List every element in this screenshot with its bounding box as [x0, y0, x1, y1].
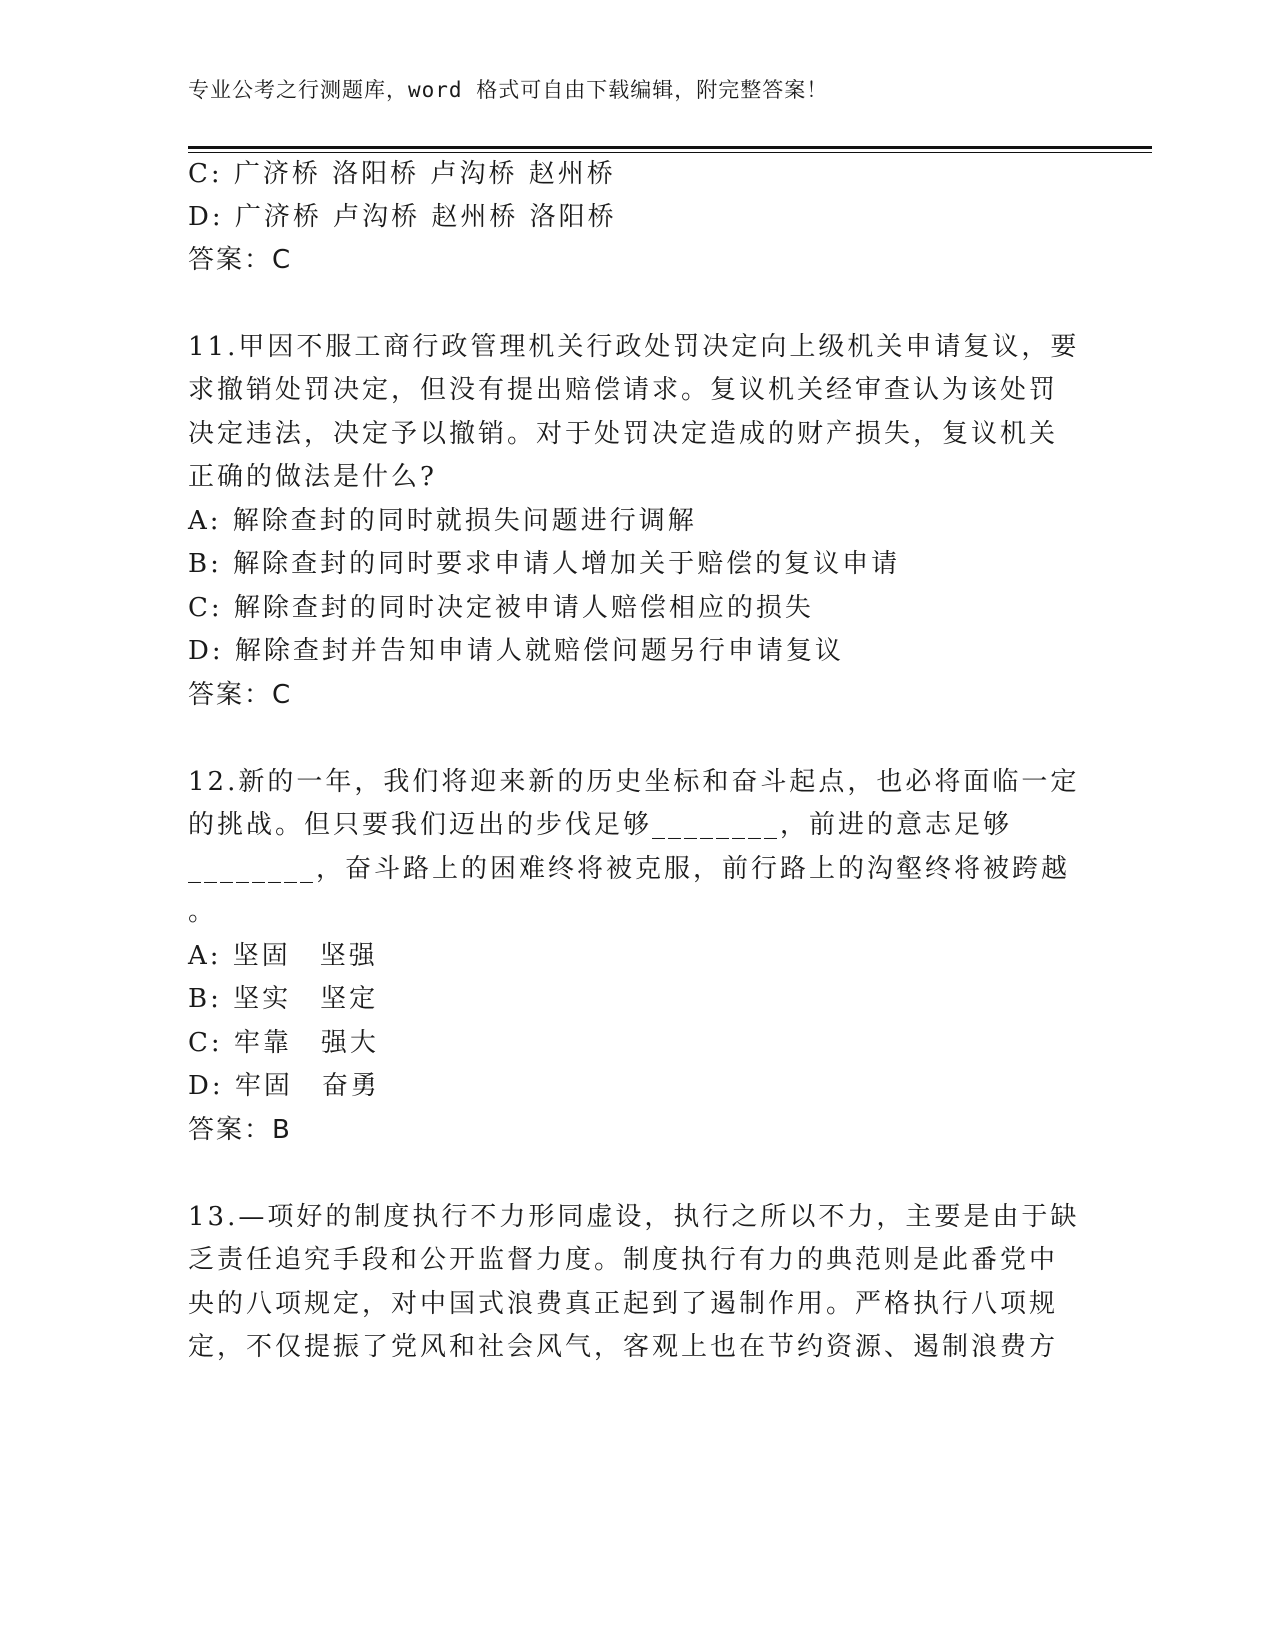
q12-stem-line: 12.新的一年，我们将迎来新的历史坐标和奋斗起点，也必将面临一定 [188, 767, 1080, 797]
q11-option-a: A: 解除查封的同时就损失问题进行调解 [188, 506, 697, 536]
header-rule-thick [188, 146, 1152, 149]
q11-stem-line: 11.甲因不服工商行政管理机关行政处罚决定向上级机关申请复议，要 [188, 332, 1080, 362]
q13-stem-line: 定，不仅提振了党风和社会风气，客观上也在节约资源、遏制浪费方 [188, 1332, 1059, 1362]
q11-answer: 答案：C [188, 680, 293, 710]
q11-stem-line: 正确的做法是什么? [188, 462, 437, 492]
q12-answer: 答案：B [188, 1115, 292, 1145]
q10-option-d: D: 广济桥 卢沟桥 赵州桥 洛阳桥 [188, 202, 617, 232]
q12-stem-line: ________，奋斗路上的困难终将被克服，前行路上的沟壑终将被跨越 [188, 854, 1071, 884]
q12-option-a: A: 坚固 坚强 [188, 941, 378, 971]
q12-option-c: C: 牢靠 强大 [188, 1028, 379, 1058]
q11-stem-line: 决定违法，决定予以撤销。对于处罚决定造成的财产损失，复议机关 [188, 419, 1059, 449]
q12-option-b: B: 坚实 坚定 [188, 984, 379, 1014]
q12-option-d: D: 牢固 奋勇 [188, 1071, 380, 1101]
q11-option-b: B: 解除查封的同时要求申请人增加关于赔偿的复议申请 [188, 549, 901, 579]
q11-option-d: D: 解除查封并告知申请人就赔偿问题另行申请复议 [188, 636, 844, 666]
header-rule-thin [188, 152, 1152, 153]
q10-answer: 答案：C [188, 245, 293, 275]
q11-stem-line: 求撤销处罚决定，但没有提出赔偿请求。复议机关经审查认为该处罚 [188, 375, 1059, 405]
q12-stem-line: 。 [188, 897, 218, 927]
q10-option-c: C: 广济桥 洛阳桥 卢沟桥 赵州桥 [188, 159, 616, 189]
q11-option-c: C: 解除查封的同时决定被申请人赔偿相应的损失 [188, 593, 814, 623]
q12-stem-line: 的挑战。但只要我们迈出的步伐足够________，前进的意志足够 [188, 810, 1013, 840]
q13-stem-line: 央的八项规定，对中国式浪费真正起到了遏制作用。严格执行八项规 [188, 1289, 1059, 1319]
page-header: 专业公考之行测题库，word 格式可自由下载编辑，附完整答案！ [188, 78, 829, 102]
q13-stem-line: 13.—项好的制度执行不力形同虚设，执行之所以不力，主要是由于缺 [188, 1202, 1080, 1232]
q13-stem-line: 乏责任追究手段和公开监督力度。制度执行有力的典范则是此番党中 [188, 1245, 1059, 1275]
